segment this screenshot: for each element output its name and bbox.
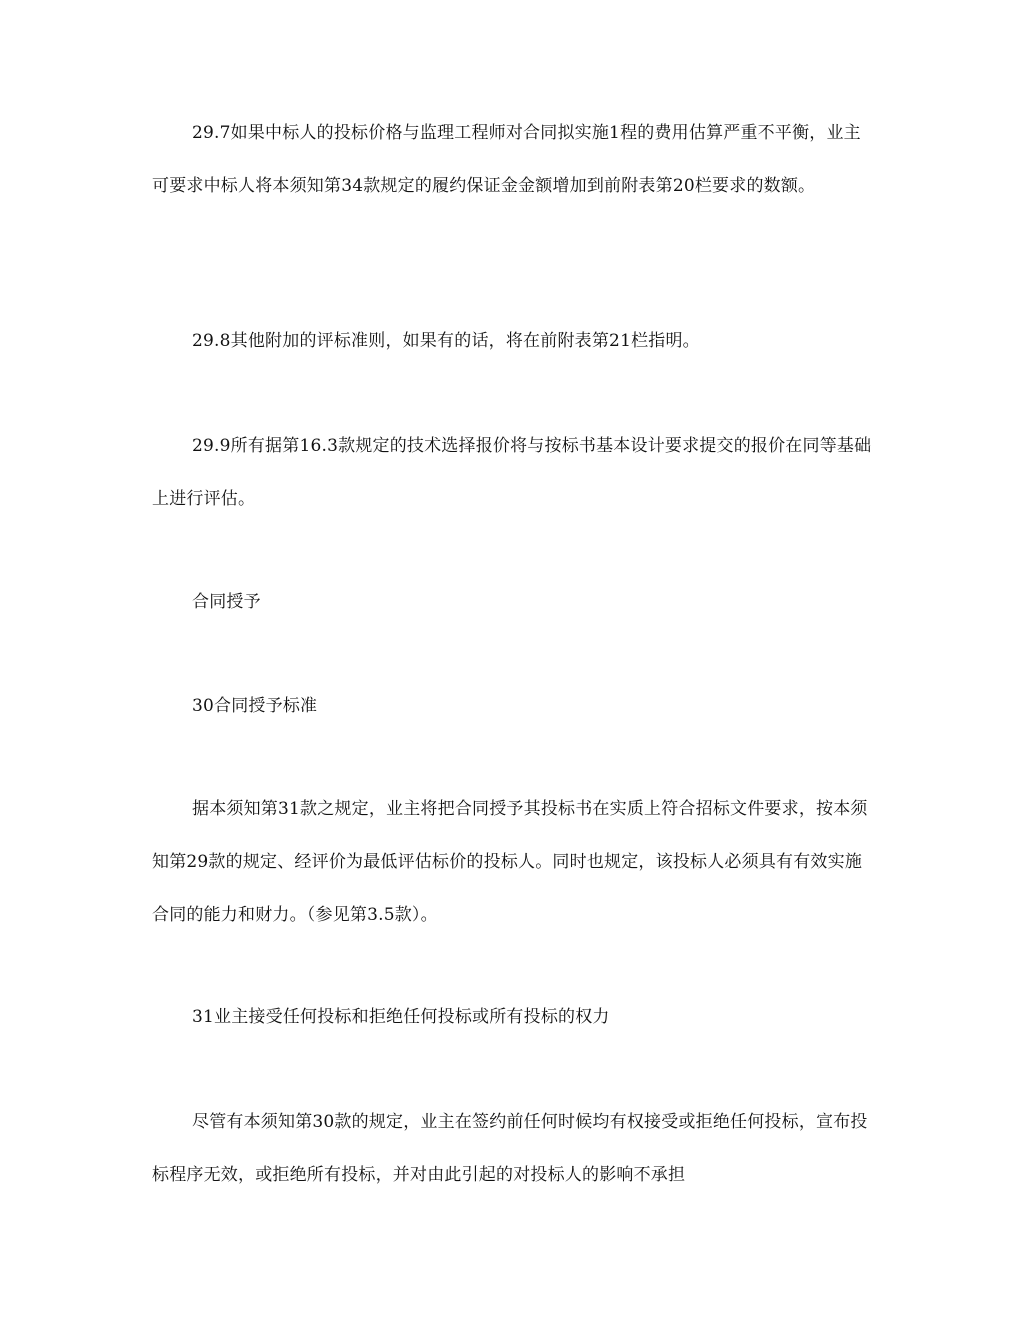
section-heading-contract-award: 合同授予 <box>192 592 261 612</box>
paragraph-29-7: 29.7如果中标人的投标价格与监理工程师对合同拟实施1程的费用估算严重不平衡，业主可要求中标人将本须知第34款规定的履约保证金金额增加到前附表第20栏要求的数额。 <box>152 123 861 196</box>
paragraph-30-body: 据本须知第31款之规定，业主将把合同授予其投标书在实质上符合招标文件要求，按本须知第29款的规定、经评价为最低评估标价的投标人。同时也规定，该投标人必须具有有效实施合同的能力和财力。（参见第3.5款）。 <box>152 799 868 925</box>
paragraph-31-body: 尽管有本须知第30款的规定，业主在签约前任何时候均有权接受或拒绝任何投标，宣布投标程序无效，或拒绝所有投标，并对由此引起的对投标人的影响不承担 <box>152 1112 868 1185</box>
paragraph-29-8: 29.8其他附加的评标准则，如果有的话，将在前附表第21栏指明。 <box>192 331 700 351</box>
clause-heading-30: 30合同授予标准 <box>192 696 318 716</box>
paragraph-29-9: 29.9所有据第16.3款规定的技术选择报价将与按标书基本设计要求提交的报价在同等基础上进行评估。 <box>152 436 872 509</box>
clause-heading-31: 31业主接受任何投标和拒绝任何投标或所有投标的权力 <box>192 1007 610 1027</box>
